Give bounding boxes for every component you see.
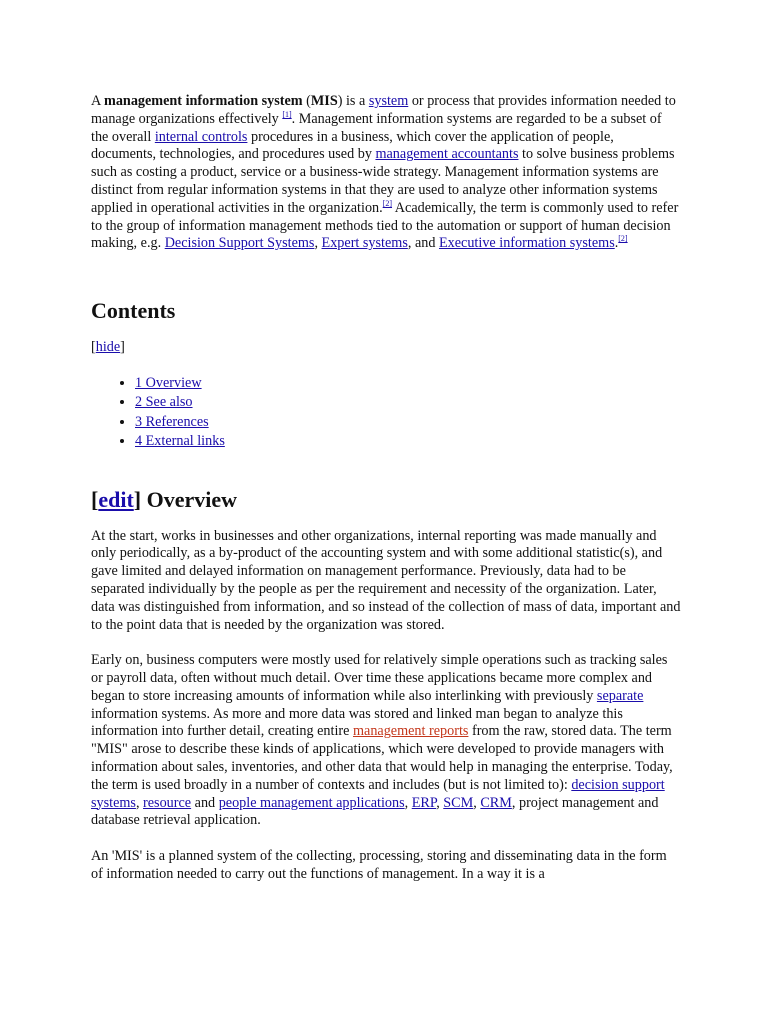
toc-item <box>135 393 681 412</box>
link-decision-support-systems[interactable]: Decision Support Systems <box>164 235 315 252</box>
link-management-reports[interactable]: management reports <box>352 723 469 740</box>
article-body <box>91 93 681 901</box>
link-executive-information-systems[interactable]: Executive information systems <box>438 235 615 252</box>
link-expert-systems[interactable]: Expert systems <box>321 235 408 252</box>
overview-paragraph-2: Early on, business computers were mostly used for relatively simple operations such as tracking sales or payroll data, often without much detail. Over time these applications became more complex and began to store increasing amounts of information while also interlinking with previously separate information systems. As more and more data was stored and linked man began to analyze this information into further detail, creating entire management reports from the raw, stored data. The term "MIS" arose to describe these kinds of applications, which were developed to provide managers with information about sales, inventories, and other data that would help in managing the enterprise. Today, the term is used broadly in a number of contexts and includes (but is not limited to): decision support systems, resource and people management applications, ERP, SCM, CRM, project management and database retrieval application. <box>91 652 673 829</box>
edit-section-link[interactable]: edit <box>98 486 134 512</box>
overview-paragraph-3: An 'MIS' is a planned system of the collecting, processing, storing and disseminating data in the form of information needed to carry out the functions of management. In a way it is a <box>91 847 667 882</box>
link-internal-controls[interactable]: internal controls <box>154 128 248 145</box>
toc-item <box>135 432 681 451</box>
table-of-contents <box>91 374 681 452</box>
toc-link-external-links[interactable]: 4 External links <box>135 433 225 450</box>
term-mis: MIS <box>310 93 338 109</box>
overview-paragraph-1: At the start, works in businesses and other organizations, internal reporting was made manually and only periodically, as a by-product of the accounting system and with some additional statistic(s), and gave limited and delayed information on management performance. Previously, data had to be separated individually by the people as per the requirement and necessity of the organization. Later, data was distinguished from information, and so instead of the collection of mass of data, important and to the point data that is needed by the organization was stored. <box>91 527 681 633</box>
ref-link-3[interactable]: [2] <box>618 234 628 244</box>
link-people-management-applications[interactable]: people management applications <box>218 794 405 811</box>
section-title: Overview <box>141 486 238 512</box>
link-system[interactable]: system <box>368 93 409 109</box>
contents-heading: Contents <box>91 298 176 324</box>
ref-link-2[interactable]: [2] <box>382 198 393 208</box>
term-management-information-system: management information system <box>104 93 303 109</box>
link-resource[interactable]: resource <box>143 794 192 811</box>
ref-link-1[interactable]: [1] <box>282 109 292 119</box>
intro-paragraph: A management information system (MIS) is a system or process that provides information needed to manage organizations effectively [1]. Management information systems are regarded to be a subset of the overall internal controls procedures in a business, which cover the application of people, documents, technologies, and procedures used by management accountants to solve business problems such as costing a product, service or a business-wide strategy. Management information systems are distinct from regular information systems in that they are used to analyze other information systems applied in operational activities in the organization.[2] Academically, the term is commonly used to refer to the group of information management methods tied to the automation or support of human decision making, e.g. Decision Support Systems, Expert systems, and Executive information systems.[2] <box>91 93 679 252</box>
toc-link-references[interactable]: 3 References <box>135 413 209 430</box>
link-management-accountants[interactable]: management accountants <box>375 146 519 163</box>
toc-toggle: [hide] <box>91 339 125 356</box>
toc-link-overview[interactable]: 1 Overview <box>135 374 202 391</box>
toc-link-see-also[interactable]: 2 See also <box>135 394 193 411</box>
hide-toc-link[interactable]: hide <box>95 339 121 356</box>
link-decision-support-systems-2[interactable]: decision support systems <box>91 776 665 811</box>
link-erp[interactable]: ERP <box>411 794 437 811</box>
toc-item <box>135 413 681 432</box>
toc-item <box>135 374 681 393</box>
link-scm[interactable]: SCM <box>443 794 474 811</box>
overview-heading: [edit] Overview <box>91 486 238 512</box>
link-separate[interactable]: separate <box>596 687 644 704</box>
link-crm[interactable]: CRM <box>480 794 512 811</box>
